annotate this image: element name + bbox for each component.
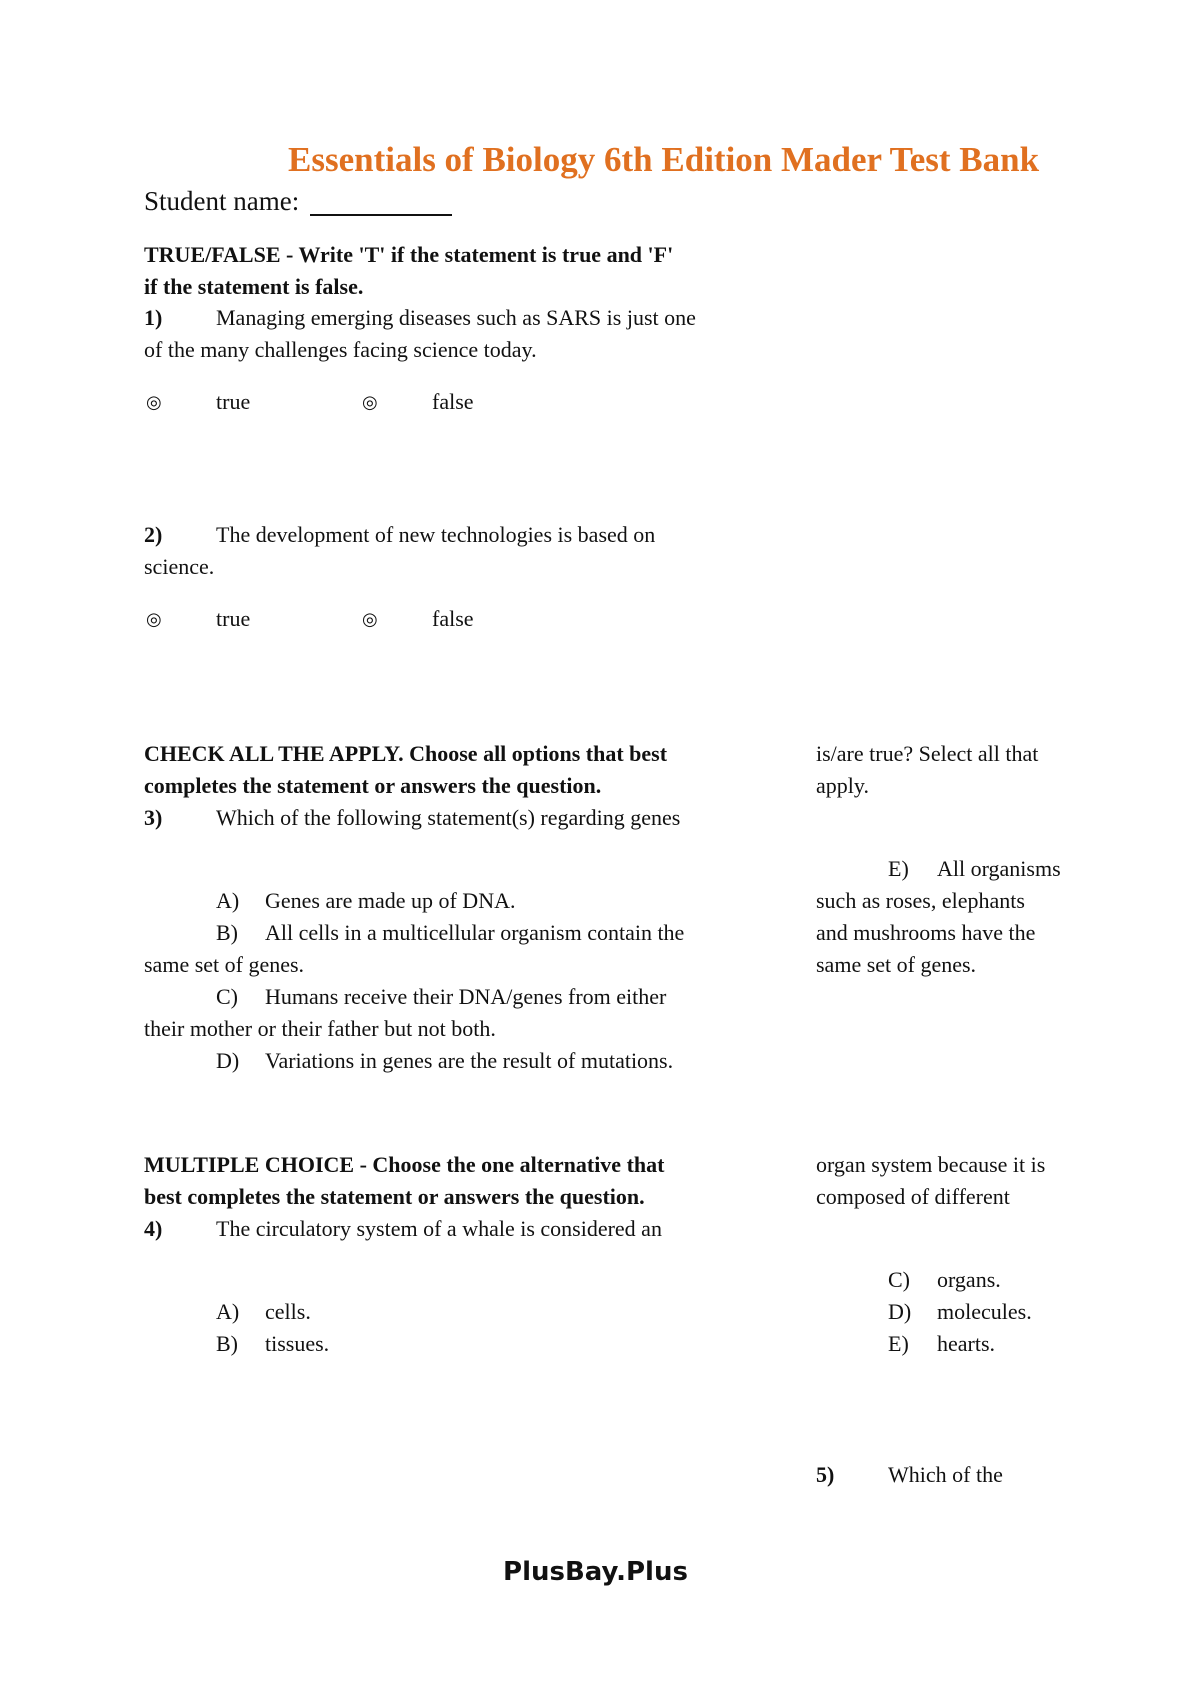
q4-option-b-text: tissues.: [265, 1331, 330, 1356]
q2-true-label: true: [216, 606, 251, 631]
q2-text-cont: science.: [144, 554, 215, 579]
q1-text-cont: of the many challenges facing science today.: [144, 337, 537, 362]
q4-option-a-text: cells.: [265, 1299, 311, 1324]
q4-text-cont1: organ system because it is: [816, 1152, 1046, 1177]
q3-option-d-letter[interactable]: D): [216, 1048, 240, 1073]
q4-option-a-letter[interactable]: A): [216, 1299, 240, 1324]
q4-option-e-letter[interactable]: E): [888, 1331, 909, 1356]
q1-false-radio-icon[interactable]: ◎: [362, 392, 378, 413]
cata-header-line2: completes the statement or answers the question.: [144, 773, 602, 798]
q3-option-e-text-cont2: and mushrooms have the: [816, 920, 1036, 945]
q2-number: 2): [144, 522, 163, 547]
document-title: Essentials of Biology 6th Edition Mader Test Bank: [288, 140, 1040, 179]
q3-text-cont1: is/are true? Select all that: [816, 741, 1039, 766]
q1-true-radio-icon[interactable]: ◎: [146, 392, 162, 413]
q2-false-label: false: [432, 606, 474, 631]
q3-text: Which of the following statement(s) regarding genes: [216, 805, 681, 830]
q5-text: Which of the: [888, 1462, 1003, 1487]
q4-option-e-text: hearts.: [937, 1331, 996, 1356]
q3-option-e-text-cont3: same set of genes.: [816, 952, 977, 977]
q3-number: 3): [144, 805, 163, 830]
q4-number: 4): [144, 1216, 163, 1241]
q3-option-a-text: Genes are made up of DNA.: [265, 888, 516, 913]
student-name-field[interactable]: [310, 214, 452, 216]
q3-option-b-text: All cells in a multicellular organism contain the: [265, 920, 685, 945]
q4-option-d-letter[interactable]: D): [888, 1299, 912, 1324]
q1-true-label: true: [216, 389, 251, 414]
q1-number: 1): [144, 305, 163, 330]
q4-option-b-letter[interactable]: B): [216, 1331, 238, 1356]
q4-text-cont2: composed of different: [816, 1184, 1010, 1209]
q3-option-b-letter[interactable]: B): [216, 920, 238, 945]
q3-text-cont2: apply.: [816, 773, 869, 798]
footer-brand: PlusBay.Plus: [503, 1557, 688, 1587]
q1-text: Managing emerging diseases such as SARS is just one: [216, 305, 696, 330]
q3-option-c-letter[interactable]: C): [216, 984, 238, 1009]
q4-option-d-text: molecules.: [937, 1299, 1032, 1324]
q3-option-b-text-cont: same set of genes.: [144, 952, 305, 977]
q4-option-c-text: organs.: [937, 1267, 1001, 1292]
q4-text: The circulatory system of a whale is considered an: [216, 1216, 662, 1241]
q3-option-e-text-cont1: such as roses, elephants: [816, 888, 1025, 913]
q3-option-e-text: All organisms: [937, 856, 1061, 881]
mc-header-line1: MULTIPLE CHOICE - Choose the one alternative that: [144, 1152, 665, 1177]
q5-number: 5): [816, 1462, 835, 1487]
q2-false-radio-icon[interactable]: ◎: [362, 609, 378, 630]
q2-true-radio-icon[interactable]: ◎: [146, 609, 162, 630]
q3-option-c-text-cont: their mother or their father but not both.: [144, 1016, 496, 1041]
cata-header-line1: CHECK ALL THE APPLY. Choose all options that best: [144, 741, 668, 766]
q3-option-e-letter[interactable]: E): [888, 856, 909, 881]
mc-header-line2: best completes the statement or answers the question.: [144, 1184, 645, 1209]
student-name-label: Student name:: [144, 186, 300, 216]
q3-option-a-letter[interactable]: A): [216, 888, 240, 913]
tf-header-line2: if the statement is false.: [144, 274, 364, 299]
tf-header-line1: TRUE/FALSE - Write 'T' if the statement is true and 'F': [144, 242, 674, 267]
q2-text: The development of new technologies is based on: [216, 522, 656, 547]
q1-false-label: false: [432, 389, 474, 414]
q3-option-c-text: Humans receive their DNA/genes from either: [265, 984, 667, 1009]
q3-option-d-text: Variations in genes are the result of mutations.: [265, 1048, 674, 1073]
q4-option-c-letter[interactable]: C): [888, 1267, 910, 1292]
